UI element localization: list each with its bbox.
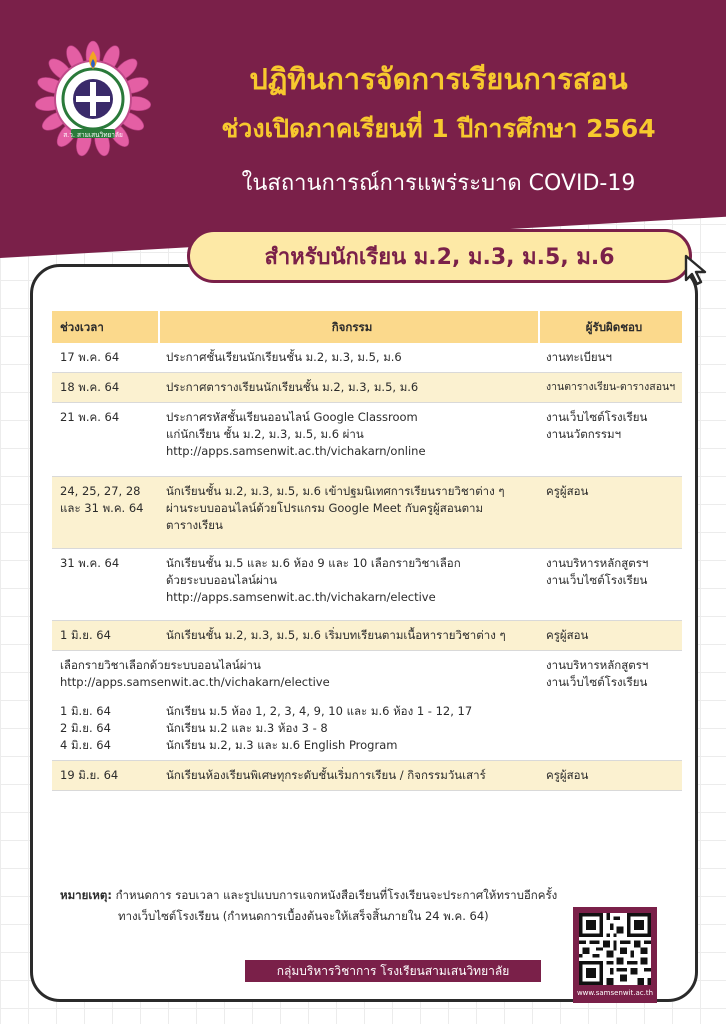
- row-time: [52, 477, 160, 540]
- audience-label: สำหรับนักเรียน ม.2, ม.3, ม.5, ม.6: [187, 229, 692, 283]
- elective-groups-column: [160, 703, 472, 754]
- row-activity-line: นักเรียนชั้น ม.2, ม.3, ม.5, ม.6 เริ่มบทเรียนตามเนื้อหารายวิชาต่าง ๆ: [166, 628, 506, 642]
- note: [60, 885, 660, 927]
- row-responsible: [540, 343, 682, 372]
- page-context: ในสถานการณ์การแพร่ระบาด COVID-19: [241, 171, 636, 196]
- row-activity-line: ประกาศตารางเรียนนักเรียนชั้น ม.2, ม.3, ม.5, ม.6: [166, 380, 419, 394]
- elective-details: [60, 657, 540, 754]
- note-line: กำหนดการ รอบเวลา และรูปแบบการแจกหนังสือเรียนที่โรงเรียนจะประกาศให้ทราบอีกครั้ง: [115, 888, 558, 902]
- row-time-line: 18 พ.ค. 64: [60, 380, 120, 394]
- table-row: [52, 373, 682, 403]
- elective-date: 1 มิ.ย. 64: [60, 704, 111, 718]
- row-time: [52, 403, 160, 466]
- table-row-elective: [52, 651, 682, 761]
- elective-date: 2 มิ.ย. 64: [60, 721, 111, 735]
- elective-group: นักเรียน ม.2, ม.3 และ ม.6 English Program: [166, 738, 398, 752]
- elective-group: นักเรียน ม.2 และ ม.3 ห้อง 3 - 8: [166, 721, 328, 735]
- row-time: [52, 621, 160, 650]
- table-header-row: [52, 311, 682, 343]
- elective-link[interactable]: http://apps.samsenwit.ac.th/vichakarn/elective: [60, 675, 330, 689]
- elective-intro: เลือกรายวิชาเลือกด้วยระบบออนไลน์ผ่าน: [60, 658, 261, 672]
- row-activity: [160, 621, 540, 650]
- row-time-line: 17 พ.ค. 64: [60, 350, 120, 364]
- column-header-responsible: ผู้รับผิดชอบ: [585, 319, 643, 334]
- page-subtitle: ช่วงเปิดภาคเรียนที่ 1 ปีการศึกษา 2564: [221, 114, 656, 143]
- note-line: ทางเว็บไซต์โรงเรียน (กำหนดการเบื้องต้นจะให้เสร็จสิ้นภายใน 24 พ.ค. 64): [118, 909, 489, 923]
- table-row: [52, 549, 682, 621]
- school-logo: [34, 40, 152, 158]
- row-responsible: [540, 657, 682, 754]
- row-time: [52, 343, 160, 372]
- row-activity-line: นักเรียนชั้น ม.5 และ ม.6 ห้อง 9 และ 10 เลือกรายวิชาเลือก: [166, 556, 461, 570]
- row-responsible-line: งานทะเบียนฯ: [546, 350, 612, 364]
- row-activity: [160, 761, 540, 790]
- row-activity-line: นักเรียนชั้น ม.2, ม.3, ม.5, ม.6 เข้าปฐมนิเทศการเรียนรายวิชาต่าง ๆ: [166, 484, 505, 498]
- row-activity: [160, 343, 540, 372]
- row-responsible-line: งานนวัตกรรมฯ: [546, 427, 622, 441]
- elective-dates-column: [60, 703, 160, 754]
- elective-group: นักเรียน ม.5 ห้อง 1, 2, 3, 4, 9, 10 และ ม.6 ห้อง 1 - 12, 17: [166, 704, 473, 718]
- schedule-card: [30, 264, 698, 1002]
- website-url[interactable]: www.samsenwit.ac.th: [576, 989, 654, 997]
- column-header-time: ช่วงเวลา: [52, 311, 160, 343]
- qr-code-icon[interactable]: [579, 913, 651, 985]
- row-responsible: [540, 761, 682, 790]
- elective-date: 4 มิ.ย. 64: [60, 738, 111, 752]
- cursor-arrow-icon: [680, 253, 712, 287]
- row-time-line: 1 มิ.ย. 64: [60, 628, 111, 642]
- row-activity-line: แก่นักเรียน ชั้น ม.2, ม.3, ม.5, ม.6 ผ่าน: [166, 427, 364, 441]
- row-time: [52, 549, 160, 612]
- row-activity: [160, 403, 540, 466]
- qr-code-frame: [573, 907, 657, 1003]
- row-responsible: [540, 549, 682, 612]
- row-responsible-line: ครูผู้สอน: [546, 768, 589, 782]
- row-responsible-line: งานบริหารหลักสูตรฯ: [546, 556, 649, 570]
- row-responsible: [540, 621, 682, 650]
- row-activity: [160, 477, 540, 540]
- row-time: [52, 761, 160, 790]
- table-row: [52, 477, 682, 549]
- row-time-line: 21 พ.ค. 64: [60, 410, 120, 424]
- row-responsible: [540, 373, 682, 402]
- row-time-line: 31 พ.ค. 64: [60, 556, 120, 570]
- row-responsible: [540, 403, 682, 466]
- table-row: [52, 621, 682, 651]
- row-activity-line: ด้วยระบบออนไลน์ผ่าน: [166, 573, 278, 587]
- elective-block: [52, 651, 682, 760]
- column-header-activity: กิจกรรม: [160, 311, 540, 343]
- logo-text: ส.ว. สามเสนวิทยาลัย: [63, 131, 123, 139]
- row-responsible-line: ครูผู้สอน: [546, 484, 589, 498]
- row-activity-link[interactable]: http://apps.samsenwit.ac.th/vichakarn/elective: [166, 590, 436, 604]
- row-responsible-line: ครูผู้สอน: [546, 628, 589, 642]
- row-activity-line: นักเรียนห้องเรียนพิเศษทุกระดับชั้นเริ่มการเรียน / กิจกรรมวันเสาร์: [166, 768, 486, 782]
- schedule-table: [52, 311, 682, 791]
- elective-schedule: [60, 703, 540, 754]
- table-row: [52, 761, 682, 791]
- row-activity: [160, 373, 540, 402]
- row-activity-line: ประกาศชั้นเรียนนักเรียนชั้น ม.2, ม.3, ม.5, ม.6: [166, 350, 402, 364]
- row-responsible-line: งานบริหารหลักสูตรฯ: [546, 658, 649, 672]
- row-activity-link[interactable]: http://apps.samsenwit.ac.th/vichakarn/online: [166, 444, 426, 458]
- page-title: ปฏิทินการจัดการเรียนการสอน: [249, 62, 628, 96]
- row-activity-line: ตารางเรียน: [166, 518, 223, 532]
- row-activity-line: ประกาศรหัสชั้นเรียนออนไลน์ Google Classroom: [166, 410, 418, 424]
- department-footer: กลุ่มบริหารวิชาการ โรงเรียนสามเสนวิทยาลัย: [245, 960, 541, 982]
- row-time-line: 19 มิ.ย. 64: [60, 768, 119, 782]
- row-time-line: และ 31 พ.ค. 64: [60, 501, 144, 515]
- row-responsible: [540, 477, 682, 540]
- row-responsible-line: งานเว็บไซต์โรงเรียน: [546, 573, 648, 587]
- row-activity-line: ผ่านระบบออนไลน์ด้วยโปรแกรม Google Meet กับครูผู้สอนตาม: [166, 501, 484, 515]
- note-label: หมายเหตุ:: [60, 888, 112, 902]
- row-time-line: 24, 25, 27, 28: [60, 484, 141, 498]
- row-responsible-line: งานเว็บไซต์โรงเรียน: [546, 675, 648, 689]
- table-row: [52, 403, 682, 477]
- row-time: [52, 373, 160, 402]
- row-activity: [160, 549, 540, 612]
- row-responsible-line: งานตารางเรียน-ตารางสอนฯ: [546, 381, 676, 393]
- row-responsible-line: งานเว็บไซต์โรงเรียน: [546, 410, 648, 424]
- table-row: [52, 343, 682, 373]
